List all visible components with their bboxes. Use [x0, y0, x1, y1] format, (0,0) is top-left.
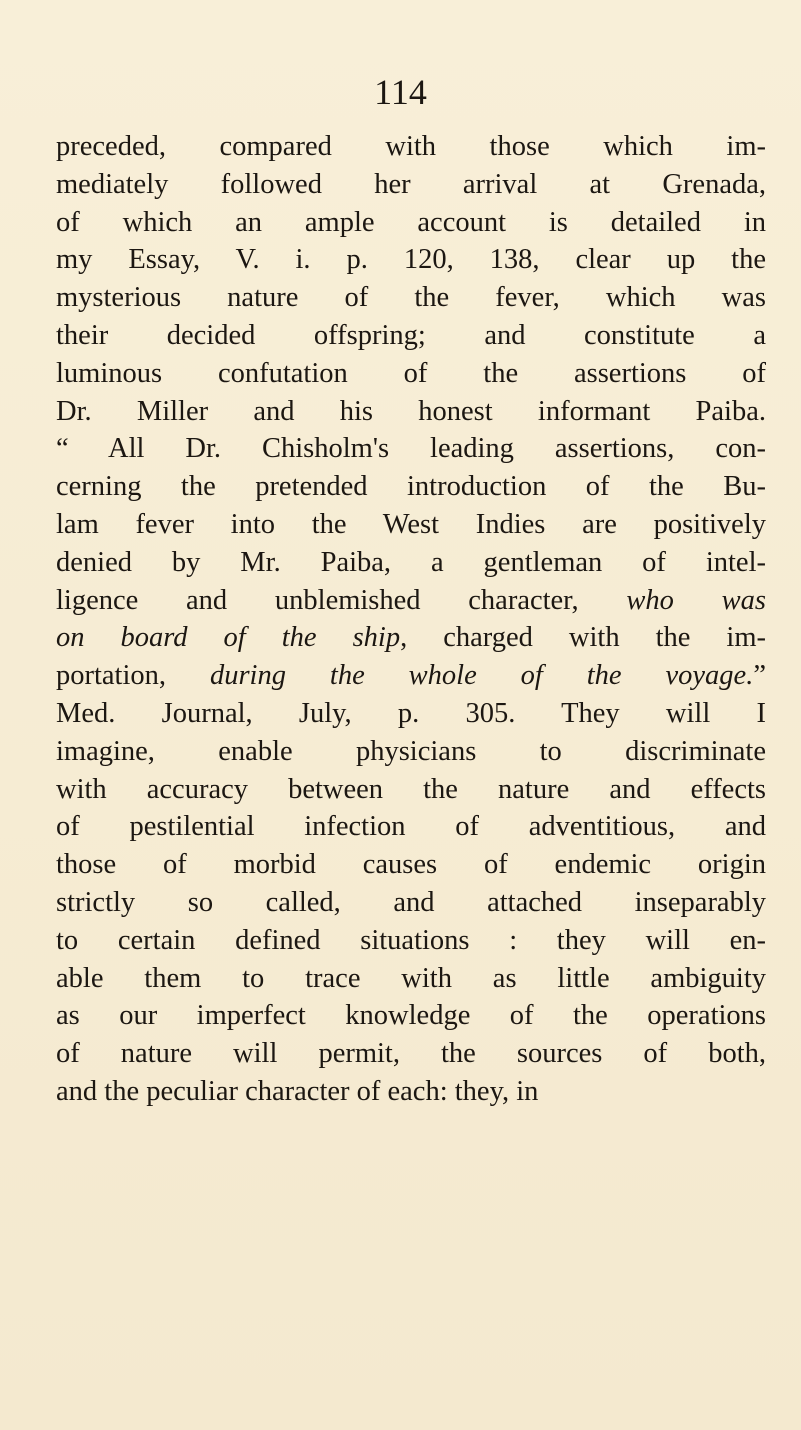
- text-line: [56, 128, 766, 166]
- text-segment: luminous confutation of the assertions of: [56, 357, 766, 389]
- text-segment: Med. Journal, July, p. 305. They will I: [56, 697, 766, 729]
- text-line: [56, 506, 766, 544]
- text-segment: those of morbid causes of endemic origin: [56, 849, 766, 881]
- text-segment: able them to trace with as little ambiguity: [56, 962, 766, 994]
- text-line: [56, 922, 766, 960]
- text-segment: Dr. Miller and his honest informant Paiba.: [56, 395, 766, 427]
- text-line: [56, 1035, 766, 1073]
- text-line: [56, 657, 766, 695]
- text-segment: “ All Dr. Chisholm's leading assertions, con-: [56, 433, 766, 465]
- text-line: [56, 960, 766, 998]
- text-segment: portation,: [56, 660, 210, 692]
- text-line: [56, 619, 766, 657]
- text-segment: imagine, enable physicians to discriminate: [56, 735, 766, 767]
- text-segment: denied by Mr. Paiba, a gentleman of intel-: [56, 546, 766, 578]
- text-line: [56, 771, 766, 809]
- text-segment: ligence and unblemished character,: [56, 584, 627, 616]
- text-line: [56, 241, 766, 279]
- text-line: [56, 204, 766, 242]
- italic-text: on board of the ship: [56, 622, 401, 654]
- text-segment: their decided offspring; and constitute a: [56, 319, 766, 351]
- text-line: [56, 430, 766, 468]
- text-segment: to certain defined situations : they will en-: [56, 924, 766, 956]
- text-line: [56, 317, 766, 355]
- text-line: [56, 884, 766, 922]
- italic-text: who was: [626, 584, 766, 616]
- text-segment: as our imperfect knowledge of the operations: [56, 1000, 766, 1032]
- text-line: [56, 808, 766, 846]
- text-segment: lam fever into the West Indies are positively: [56, 508, 766, 540]
- text-segment: my Essay, V. i. p. 120, 138, clear up the: [56, 244, 766, 276]
- text-segment: and the peculiar character of each: they, in: [56, 1075, 539, 1107]
- text-line: [56, 393, 766, 431]
- text-segment: , charged with the im-: [400, 622, 766, 654]
- text-line: [56, 468, 766, 506]
- text-segment: of nature will permit, the sources of both,: [56, 1038, 766, 1070]
- text-segment: with accuracy between the nature and effects: [56, 773, 766, 805]
- text-segment: cerning the pretended introduction of the Bu-: [56, 471, 766, 503]
- text-line: [56, 846, 766, 884]
- text-segment: of pestilential infection of adventitious, and: [56, 811, 766, 843]
- text-line: [56, 997, 766, 1035]
- text-segment: mysterious nature of the fever, which was: [56, 282, 766, 314]
- text-segment: of which an ample account is detailed in: [56, 206, 766, 238]
- body-text: [56, 128, 766, 1111]
- text-segment: strictly so called, and attached inseparably: [56, 886, 766, 918]
- text-line: [56, 1073, 766, 1111]
- text-segment: preceded, compared with those which im-: [56, 131, 766, 162]
- text-line: [56, 544, 766, 582]
- text-segment: mediately followed her arrival at Grenada,: [56, 168, 766, 200]
- text-segment: ”: [753, 660, 766, 692]
- text-line: [56, 279, 766, 317]
- page-number: 114: [374, 72, 427, 112]
- text-line: [56, 582, 766, 620]
- italic-text: during the whole of the voyage.: [209, 660, 754, 692]
- text-line: [56, 733, 766, 771]
- text-line: [56, 695, 766, 733]
- text-line: [56, 166, 766, 204]
- text-line: [56, 355, 766, 393]
